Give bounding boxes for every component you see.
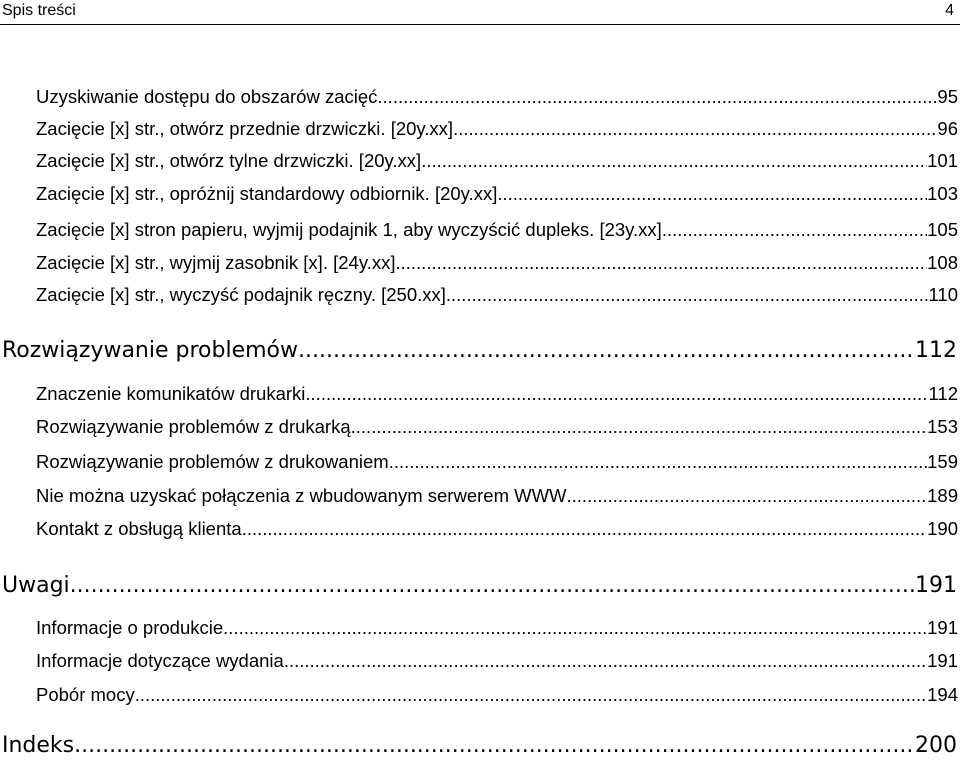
toc-entry[interactable] xyxy=(36,518,958,544)
dot-leader xyxy=(497,183,927,205)
toc-section-title: Uwagi xyxy=(2,573,70,598)
toc-entry[interactable] xyxy=(36,684,958,710)
header-page-number: 4 xyxy=(945,2,954,19)
toc-entry-page: 105 xyxy=(927,219,958,240)
toc-entry-page: 96 xyxy=(937,118,958,139)
toc-section-index[interactable] xyxy=(2,733,957,763)
toc-entry-page: 159 xyxy=(927,451,958,472)
toc-entry-title: Informacje o produkcie xyxy=(36,617,224,638)
dot-leader xyxy=(351,416,927,438)
toc-entry-title: Rozwiązywanie problemów z drukarką xyxy=(36,416,351,437)
toc-section-page: 200 xyxy=(915,733,957,758)
toc-entry-page: 191 xyxy=(927,617,958,638)
toc-section-notices[interactable] xyxy=(2,573,957,605)
toc-entry-page: 103 xyxy=(927,183,958,204)
toc-section-page: 112 xyxy=(915,338,957,363)
toc-entry-title: Zacięcie [x] stron papieru, wyjmij podajnik 1, aby wyczyścić dupleks. [23y.xx] xyxy=(36,219,662,240)
running-header xyxy=(0,0,960,25)
dot-leader xyxy=(242,518,927,540)
dot-leader xyxy=(223,617,927,639)
toc-entry-title: Pobór mocy xyxy=(36,684,135,705)
toc-entry[interactable] xyxy=(36,86,958,112)
toc-entry-page: 112 xyxy=(928,383,958,404)
toc-entry[interactable] xyxy=(36,617,958,643)
toc-section-title: Indeks xyxy=(2,733,75,758)
dot-leader xyxy=(305,383,928,405)
dot-leader xyxy=(389,451,927,473)
toc-section-title: Rozwiązywanie problemów xyxy=(2,338,299,363)
toc-entry-page: 110 xyxy=(928,284,958,305)
toc-entry[interactable] xyxy=(36,118,958,144)
dot-leader xyxy=(446,284,929,306)
toc-entry[interactable] xyxy=(36,451,958,477)
toc-entry-title: Nie można uzyskać połączenia z wbudowanym serwerem WWW xyxy=(36,485,567,506)
toc-entry-title: Kontakt z obsługą klienta xyxy=(36,518,242,539)
toc-entry[interactable] xyxy=(36,485,958,511)
toc-entry-page: 189 xyxy=(927,485,958,506)
toc-entry-title: Zacięcie [x] str., opróżnij standardowy odbiornik. [20y.xx] xyxy=(36,183,498,204)
dot-leader xyxy=(453,118,937,140)
dot-leader xyxy=(567,485,928,507)
toc-entry[interactable] xyxy=(36,650,958,676)
toc-entry-page: 190 xyxy=(927,518,958,539)
toc-entry-title: Zacięcie [x] str., otwórz tylne drzwiczki. [20y.xx] xyxy=(36,150,422,171)
toc-entry-page: 191 xyxy=(927,650,958,671)
dot-leader xyxy=(135,684,927,706)
toc-entry[interactable] xyxy=(36,252,958,278)
toc-entry-page: 153 xyxy=(927,416,958,437)
toc-entry-title: Uzyskiwanie dostępu do obszarów zacięć xyxy=(36,86,378,107)
toc-entry-title: Zacięcie [x] str., otwórz przednie drzwiczki. [20y.xx] xyxy=(36,118,454,139)
toc-entry[interactable] xyxy=(36,183,958,209)
toc-entry-page: 108 xyxy=(927,252,958,273)
toc-entry-page: 101 xyxy=(927,150,958,171)
toc-section-page: 191 xyxy=(915,573,957,598)
toc-entry-title: Zacięcie [x] str., wyjmij zasobnik [x]. [24y.xx] xyxy=(36,252,396,273)
toc-entry-page: 194 xyxy=(927,684,958,705)
dot-leader xyxy=(74,733,915,758)
toc-section-troubleshooting[interactable] xyxy=(2,338,957,370)
dot-leader xyxy=(662,219,927,241)
dot-leader xyxy=(377,86,937,108)
dot-leader xyxy=(284,650,927,672)
toc-entry[interactable] xyxy=(36,284,958,310)
toc-entry[interactable] xyxy=(36,383,958,409)
header-title: Spis treści xyxy=(2,2,76,19)
dot-leader xyxy=(70,573,915,598)
toc-entry[interactable] xyxy=(36,150,958,176)
toc-entry-title: Rozwiązywanie problemów z drukowaniem xyxy=(36,451,389,472)
toc-entry[interactable] xyxy=(36,219,958,245)
toc-entry-title: Zacięcie [x] str., wyczyść podajnik ręczny. [250.xx] xyxy=(36,284,446,305)
dot-leader xyxy=(298,338,915,363)
toc-entry[interactable] xyxy=(36,416,958,442)
toc-entry-title: Znaczenie komunikatów drukarki xyxy=(36,383,306,404)
dot-leader xyxy=(421,150,927,172)
dot-leader xyxy=(395,252,927,274)
toc-entry-page: 95 xyxy=(937,86,958,107)
toc-entry-title: Informacje dotyczące wydania xyxy=(36,650,284,671)
